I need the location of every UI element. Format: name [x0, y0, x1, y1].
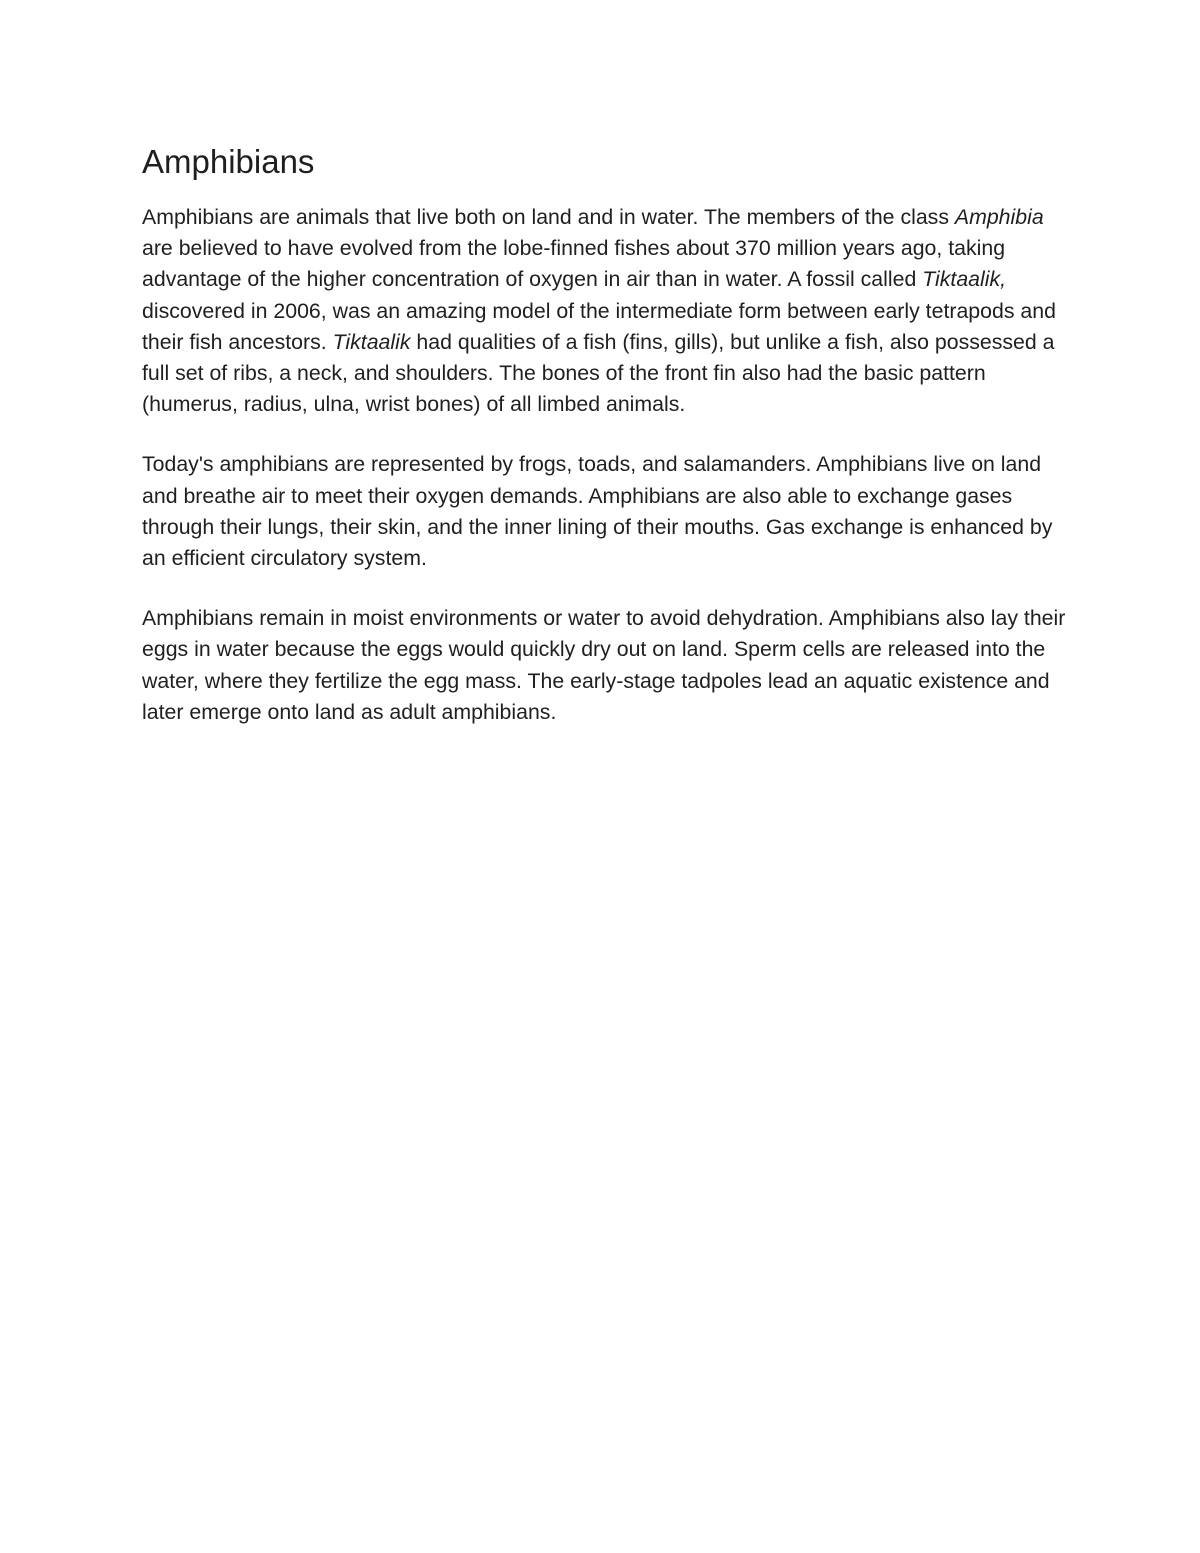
document-body [142, 140, 1072, 757]
italic-run: Amphibia [954, 205, 1044, 229]
paragraph-3 [142, 603, 1072, 728]
text-run: Amphibians are animals that live both on land and in water. The members of the class [142, 205, 955, 229]
paragraph-1 [142, 202, 1072, 420]
paragraph-2 [142, 449, 1072, 574]
italic-run: Tiktaalik [332, 329, 411, 354]
text-run: are believed to have evolved from the lobe-finned fishes about 370 million years ago, taking advantage of the higher concentration of oxygen in air than in water. A fossil called [142, 236, 1006, 292]
text-run: Today's amphibians are represented by frogs, toads, and salamanders. Amphibians live on land and breathe air to meet their oxygen demands. Amphibians are also able to exchange gases through their lungs, their skin, and the inner lining of their mouths. Gas exchange is enhanced by an efficient circulatory system. [142, 452, 1053, 571]
document-title: Amphibians [142, 143, 315, 180]
text-run: Amphibians remain in moist environments or water to avoid dehydration. Amphibians also lay their eggs in water because the eggs would quickly dry out on land. Sperm cells are released into the water, where they fertilize the egg mass. The early-stage tadpoles lead an aquatic existence and later emerge onto land as adult amphibians. [142, 606, 1066, 724]
text-run: discovered in 2006, was an amazing model of the intermediate form between early tetrapods and their fish ancestors. [142, 298, 1056, 354]
text-run: had qualities of a fish (fins, gills), but unlike a fish, also possessed a full set of ribs, a neck, and shoulders. The bones of the front fin also had the basic pattern (humerus, radius, ulna, wrist bones) of all limbed animals. [142, 329, 1055, 417]
italic-run: Tiktaalik, [922, 267, 1007, 292]
